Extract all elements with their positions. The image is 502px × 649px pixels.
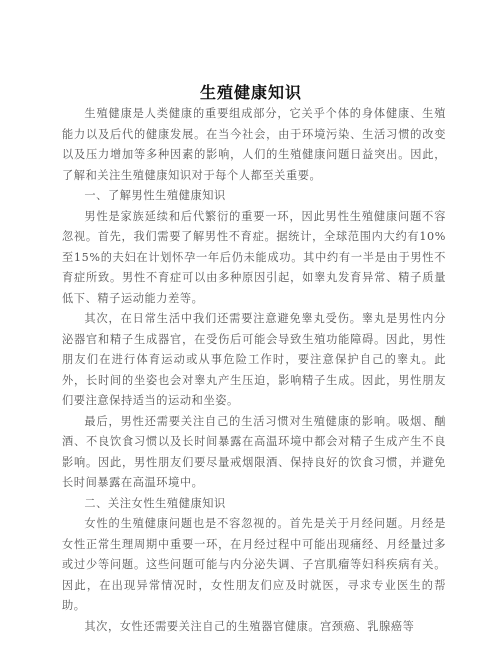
intro-paragraph: 生殖健康是人类健康的重要组成部分，它关乎个体的身体健康、生殖能力以及后代的健康发展。在当今社会，由于环境污染、生活习惯的改变以及压力增加等多种因素的影响，人们的生殖健康问题日益突出。因此，了解和关注生殖健康知识对于每个人都至关重要。 [62,107,446,182]
document-body [62,104,446,637]
male-paragraph-2: 其次，在日常生活中我们还需要注意避免睾丸受伤。睾丸是男性内分泌器官和精子生成器官，在受伤后可能会导致生殖功能障碍。因此，男性朋友们在进行体育运动或从事危险工作时，要注意保护自己的睾丸。此外，长时间的坐姿也会对睾丸产生压迫，影响精子生成。因此，男性朋友们要注意保持适当的运动和坐姿。 [62,312,446,407]
document-title: 生殖健康知识 [199,83,302,102]
female-paragraph-2: 其次，女性还需要关注自己的生殖器官健康。宫颈癌、乳腺癌等 [84,619,415,633]
section-heading-male: 一、了解男性生殖健康知识 [84,189,226,202]
section-heading-female: 二、关注女性生殖健康知识 [84,496,226,510]
male-paragraph-3: 最后，男性还需要关注自己的生活习惯对生殖健康的影响。吸烟、酗酒、不良饮食习惯以及长时间暴露在高温环境中都会对精子生成产生不良影响。因此，男性朋友们要尽量戒烟限酒、保持良好的饮食习惯，并避免长时间暴露在高温环境中。 [62,414,446,489]
male-paragraph-1: 男性是家族延续和后代繁衍的重要一环，因此男性生殖健康问题不容忽视。首先，我们需要了解男性不育症。据统计，全球范围内大约有10%至15%的夫妇在计划怀孕一年后仍未能成功。其中约有一半是由于男性不育症所致。男性不育症可以由多种原因引起，如睾丸发育异常、精子质量低下、精子运动能力差等。 [62,209,446,305]
female-paragraph-1: 女性的生殖健康问题也是不容忽视的。首先是关于月经问题。月经是女性正常生理周期中重要一环，在月经过程中可能出现痛经、月经量过多或过少等问题。这些问题可能与内分泌失调、子宫肌瘤等妇科疾病有关。因此，在出现异常情况时，女性朋友们应及时就医，寻求专业医生的帮助。 [62,517,446,612]
